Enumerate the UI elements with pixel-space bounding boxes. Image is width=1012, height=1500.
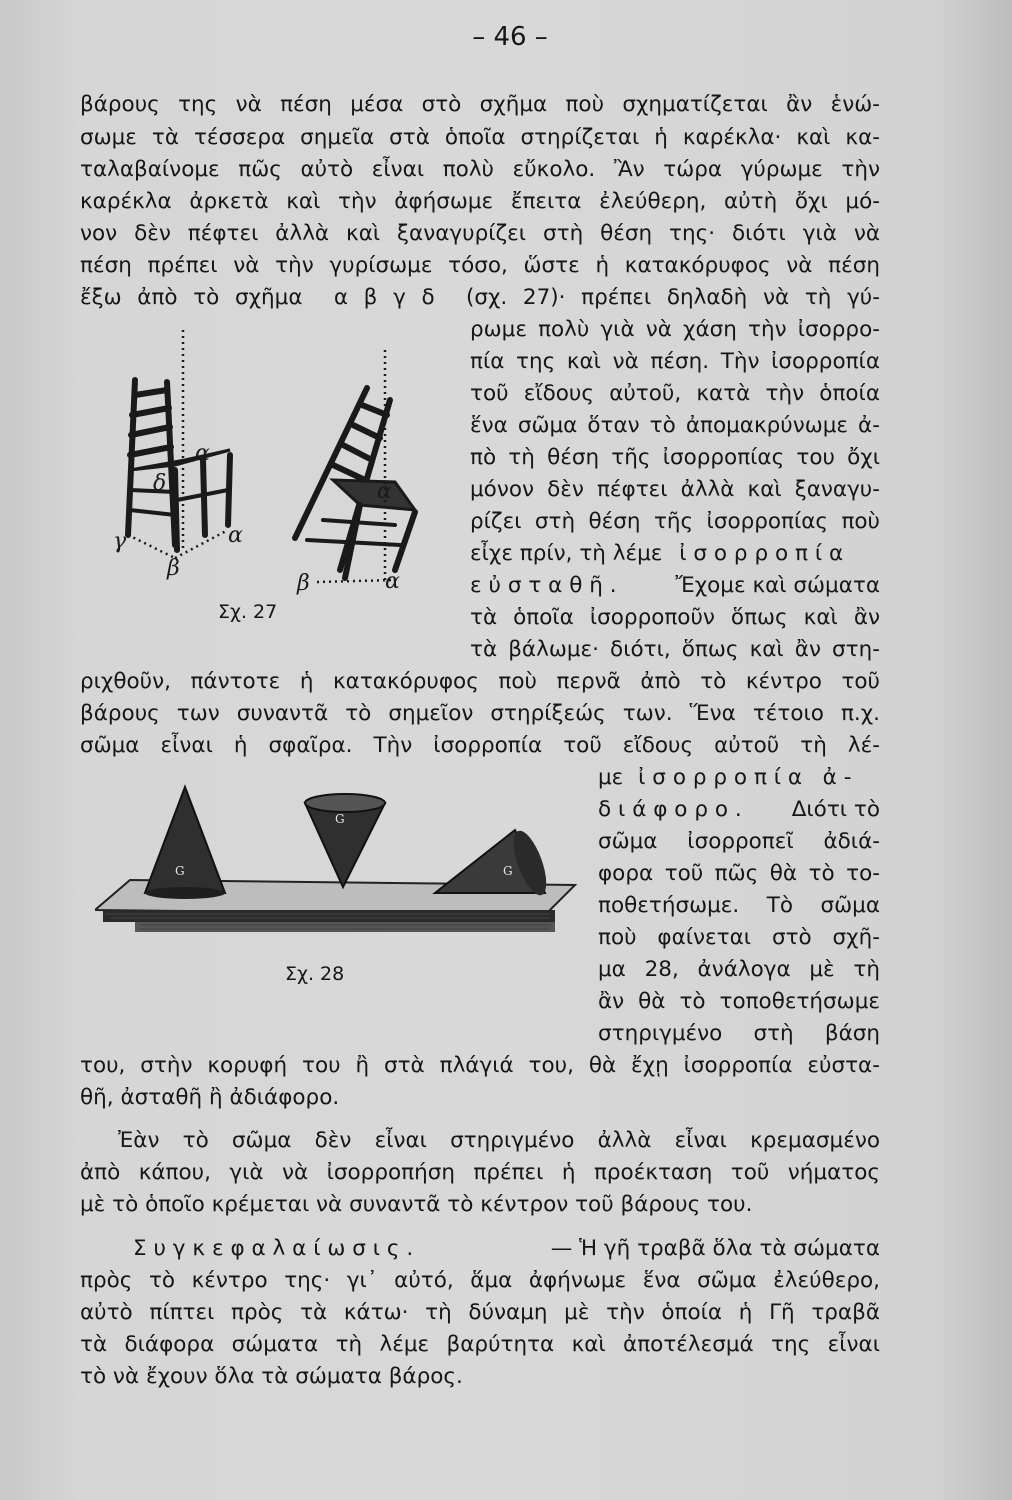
fig28-label: G xyxy=(503,864,513,878)
spaced-term: εὐσταθῆ. xyxy=(470,573,624,598)
text-line: ποὺ φαίνεται στὸ σχῆ- xyxy=(598,925,880,950)
text-line: τὸ νὰ ἔχουν ὅλα τὰ σώματα βάρος. xyxy=(80,1364,463,1389)
text-line xyxy=(470,539,880,569)
text-line: θῆ, ἀσταθῆ ἢ ἀδιάφορο. xyxy=(80,1085,340,1110)
text-line: καρέκλα ἀρκετὰ καὶ τὴν ἀφήσωμε ἔπειτα ἐλεύθερη, αὐτὴ ὄχι μό- xyxy=(80,189,880,214)
spaced-term: Συγκεφαλαίωσις. xyxy=(133,1236,421,1261)
fig27-label: α xyxy=(195,441,210,466)
text-line: αὐτὸ πίπτει πρὸς τὰ κάτω· τὴ δύναμη μὲ τὴν ὁποία ἡ Γῆ τραβᾶ xyxy=(80,1300,880,1325)
text-line: μὲ τὸ ὁποῖο κρέμεται νὰ συναντᾶ τὸ κέντρον τοῦ βάρους του. xyxy=(80,1192,753,1217)
fig28-label: G xyxy=(175,864,185,878)
tilted-chair-illustration xyxy=(295,388,415,578)
text-fragment: Ἔχομε καὶ σώματα xyxy=(675,573,880,598)
text-line: στηριγμένο στὴ βάση xyxy=(598,1021,880,1046)
text-line: ἂν θὰ τὸ τοποθετήσωμε xyxy=(598,989,880,1014)
text-line: πὸ τὴ θέση τῆς ἰσορροπίας του ὄχι xyxy=(470,445,880,470)
text-fragment: εἶχε πρίν, τὴ λέμε xyxy=(470,541,663,566)
text-line: τὰ διάφορα σώματα τὴ λέμε βαρύτητα καὶ ἀποτέλεσμά της εἶναι xyxy=(80,1332,880,1357)
cone-on-apex-illustration xyxy=(305,794,385,887)
fig27-label: β xyxy=(297,571,310,596)
text-line: βάρους της νὰ πέση μέσα στὸ σχῆμα ποὺ σχηματίζεται ἂν ἑνώ- xyxy=(80,92,880,117)
text-line: Ἐὰν τὸ σῶμα δὲν εἶναι στηριγμένο ἀλλὰ εἶναι κρεμασμένο xyxy=(118,1128,880,1153)
spaced-term: διάφορο. xyxy=(598,797,749,822)
text-line: ἕνα σῶμα ὅταν τὸ ἀπομακρύνωμε ἀ- xyxy=(470,413,880,438)
figure-28-caption: Σχ. 28 xyxy=(285,963,345,985)
fig27-label: α xyxy=(228,523,243,548)
text-line: ριχθοῦν, πάντοτε ἡ κατακόρυφος ποὺ περνᾶ ἀπὸ τὸ κέντρο τοῦ xyxy=(80,669,880,694)
spaced-term: ἰσορροπία xyxy=(679,541,851,566)
text-line xyxy=(470,571,880,601)
text-line: ρίζει στὴ θέση τῆς ἰσορροπίας ποὺ xyxy=(470,509,880,534)
text-line xyxy=(133,1234,880,1264)
text-line: ἔξω ἀπὸ τὸ σχῆμα α β γ δ (σχ. 27)· πρέπει δηλαδὴ νὰ τὴ γύ- xyxy=(80,285,880,310)
text-line: ρωμε πολὺ γιὰ νὰ χάση τὴν ἰσορρο- xyxy=(470,317,880,342)
text-line: μα 28, ἀνάλογα μὲ τὴ xyxy=(598,957,880,982)
text-line: ταλαβαίνομε πῶς αὐτὸ εἶναι πολὺ εὔκολο. Ἂν τώρα γύρωμε τὴν xyxy=(80,157,880,182)
text-line xyxy=(598,763,880,793)
text-line: του, στὴν κορυφή του ἢ στὰ πλάγιά του, θὰ ἔχῃ ἰσορροπία εὐστα- xyxy=(80,1053,880,1078)
text-fragment: Διότι τὸ xyxy=(791,797,880,822)
text-line xyxy=(598,795,880,825)
text-line: τὰ ὁποῖα ἰσορροποῦν ὅπως καὶ ἂν xyxy=(470,605,880,630)
text-line: τοῦ εἴδους αὐτοῦ, κατὰ τὴν ὁποία xyxy=(470,381,880,406)
text-line: ποθετήσωμε. Τὸ σῶμα xyxy=(598,893,880,918)
figure-27-caption: Σχ. 27 xyxy=(218,601,278,623)
text-line: νον δὲν πέφτει ἀλλὰ καὶ ξαναγυρίζει στὴ θέση της· διότι γιὰ νὰ xyxy=(80,221,880,246)
upright-chair-illustration xyxy=(128,380,230,550)
figure-28-cones xyxy=(95,775,585,955)
fig27-label: δ xyxy=(153,471,167,496)
fig27-label: α xyxy=(385,569,400,594)
text-line: φορα τοῦ πῶς θὰ τὸ το- xyxy=(598,861,880,886)
text-line: σῶμα εἶναι ἡ σφαῖρα. Τὴν ἰσορροπία τοῦ εἴδους αὐτοῦ τὴ λέ- xyxy=(80,733,880,758)
text-line: βάρους των συναντᾶ τὸ σημεῖον στηρίξεώς των. Ἕνα τέτοιο π.χ. xyxy=(80,701,880,726)
fig27-label: β xyxy=(167,556,180,581)
fig27-label: α xyxy=(377,479,392,504)
text-line: σωμε τὰ τέσσερα σημεῖα στὰ ὁποῖα στηρίζεται ἡ καρέκλα· καὶ κα- xyxy=(80,125,880,150)
text-line: πρὸς τὸ κέντρο της· γι᾿ αὐτό, ἅμα ἀφήνωμε ἕνα σῶμα ἐλεύθερο, xyxy=(80,1268,880,1293)
text-line: μόνον δὲν πέφτει ἀλλὰ καὶ ξαναγυ- xyxy=(470,477,880,502)
cone-on-side-illustration xyxy=(435,827,553,899)
text-fragment: με xyxy=(598,765,624,790)
text-line: πία της καὶ νὰ πέση. Τὴν ἰσορροπία xyxy=(470,349,880,374)
text-line: σῶμα ἰσορροπεῖ ἀδιά- xyxy=(598,829,880,854)
fig27-label: γ xyxy=(113,529,127,554)
fig28-label: G xyxy=(335,812,345,826)
text-line: τὰ βάλωμε· διότι, ὅπως καὶ ἂν στη- xyxy=(470,637,880,662)
figure-27-chairs xyxy=(95,320,455,625)
text-line: ἀπὸ κάπου, γιὰ νὰ ἰσορροπήση πρέπει ἡ προέκταση τοῦ νήματος xyxy=(80,1160,880,1185)
text-line: πέση πρέπει νὰ τὴν γυρίσωμε τόσο, ὥστε ἡ κατακόρυφος νὰ πέση xyxy=(80,253,880,278)
spaced-term: ἰσορροπία ἀ- xyxy=(638,765,859,790)
cone-on-base-illustration xyxy=(145,787,225,899)
page-number: – 46 – xyxy=(472,22,548,52)
text-fragment: — Ἡ γῆ τραβᾶ ὅλα τὰ σώματα xyxy=(550,1236,880,1261)
